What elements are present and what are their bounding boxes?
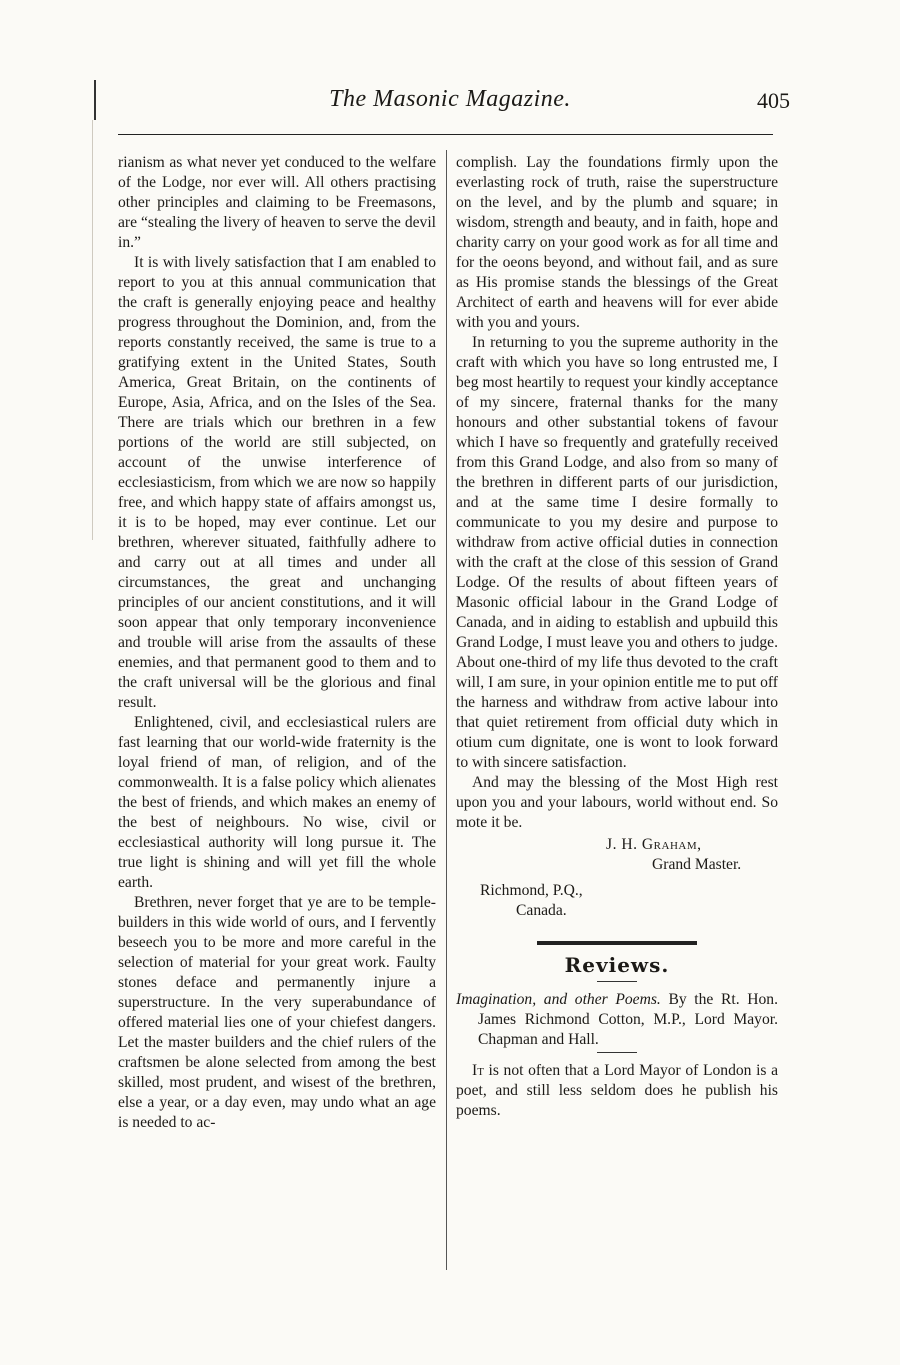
signature-place: Richmond, P.Q., — [480, 882, 583, 899]
review-book-details: By the Rt. Hon. James Richmond Cotton, M.P., Lord Mayor. Chapman and Hall. — [478, 991, 779, 1048]
review-book-title: Imagination, and other Poems. — [456, 991, 661, 1008]
review-body — [456, 1061, 778, 1121]
paragraph: In returning to you the supreme authority in the craft with which you have so long entrusted me, I beg most heartily to request your kindly acceptance of my sincere, fraternal thanks for the many honours and other substantial tokens of favour which I have so frequently and gratefully received from this Grand Lodge, and also from so many of the brethren in different parts of our jurisdiction, and at the same time I desire formally to communicate to you my desire and purpose to withdraw from active official duties in connection with the craft at the close of this session of Grand Lodge. Of the results of about fifteen years of Masonic official labour in the Grand Lodge of Canada, and in aiding to establish and upbuild this Grand Lodge, I must leave you and others to judge. About one-third of my life thus devoted to the craft will, I am sure, in your opinion entitle me to put off the harness and withdraw from active labour into that quiet retirement from official duty which in otium cum dignitate, one is wont to look forward to with sincere satisfaction. — [456, 334, 778, 771]
signature-block — [456, 835, 778, 921]
short-rule — [597, 981, 637, 982]
page-number: 405 — [757, 88, 790, 113]
running-header — [110, 86, 790, 116]
review-body-text: is not often that a Lord Mayor of London is a poet, and still less seldom does he publish his poems. — [456, 1062, 778, 1119]
signature-country: Canada. — [516, 902, 567, 919]
magazine-title: The Masonic Magazine. — [329, 86, 571, 112]
signature-name: J. H. Graham, — [606, 836, 702, 853]
column-divider — [446, 150, 447, 1270]
header-rule — [118, 134, 773, 135]
reviews-heading: Reviews. — [564, 953, 670, 977]
margin-mark — [94, 80, 96, 120]
review-body-lead: It — [472, 1062, 484, 1079]
paragraph: Brethren, never forget that ye are to be temple-builders in this wide world of ours, and I fervently beseech you to be more and more careful in the selection of material for your great work. Faulty stones deface and permanently injure a superstructure. In the very superabundance of offered material lies one of your chiefest dangers. Let the master builders and the chief rulers of the craftsmen be alone selected from among the best skilled, most prudent, and wisest of the brethren, else a year, or a day even, may undo what an age is needed to ac- — [118, 894, 436, 1131]
paragraph: And may the blessing of the Most High rest upon you and your labours, world without end. So mote it be. — [456, 774, 778, 831]
short-rule — [597, 1052, 637, 1053]
left-column — [118, 153, 436, 1133]
margin-stain — [92, 120, 93, 540]
right-column — [456, 153, 778, 1121]
paragraph: complish. Lay the foundations firmly upon the everlasting rock of truth, raise the superstructure on the level, and by the plumb and square; in wisdom, strength and beauty, and in faith, hope and charity carry on your good work as for all time and for the oeons beyond, and without fail, and as sure as His promise stands the blessings of the Great Architect of earth and heavens will for ever abide with you and yours. — [456, 154, 778, 331]
section-rule — [537, 941, 697, 945]
paragraph: rianism as what never yet conduced to the welfare of the Lodge, nor ever will. All others practising other principles and claiming to be Freemasons, are “stealing the livery of heaven to serve the devil in.” — [118, 154, 436, 251]
signature-title: Grand Master. — [652, 856, 742, 873]
paragraph: It is with lively satisfaction that I am enabled to report to you at this annual communication that the craft is generally enjoying peace and healthy progress throughout the Dominion, and, from the reports constantly received, the same is true to a gratifying extent in the United States, South America, Great Britain, on the continents of Europe, Asia, Africa, and on the Isles of the Sea. There are trials which our brethren in a few portions of the world are still subjected, on account of the unwise interference of ecclesiasticism, from which we are now so happily free, and which happy state of affairs amongst us, it is to be hoped, may ever continue. Let our brethren, wherever situated, faithfully adhere to and carry out at all times and under all circumstances, the great and unchanging principles of our ancient constitutions, and it will soon appear that only temporary inconvenience and trouble will arise from the assaults of these enemies, and that permanent good to them and to the craft universal will be the glorious and final result. — [118, 254, 436, 711]
paragraph: Enlightened, civil, and ecclesiastical rulers are fast learning that our world-wide fraternity is the loyal friend of man, of religion, and of the commonwealth. It is a false policy which alienates the best of friends, and which makes an enemy of the best of neighbours. No wise, civil or ecclesiastical authority will long pursue it. The true light is shining and will yet fill the whole earth. — [118, 714, 436, 891]
review-entry — [456, 990, 778, 1050]
